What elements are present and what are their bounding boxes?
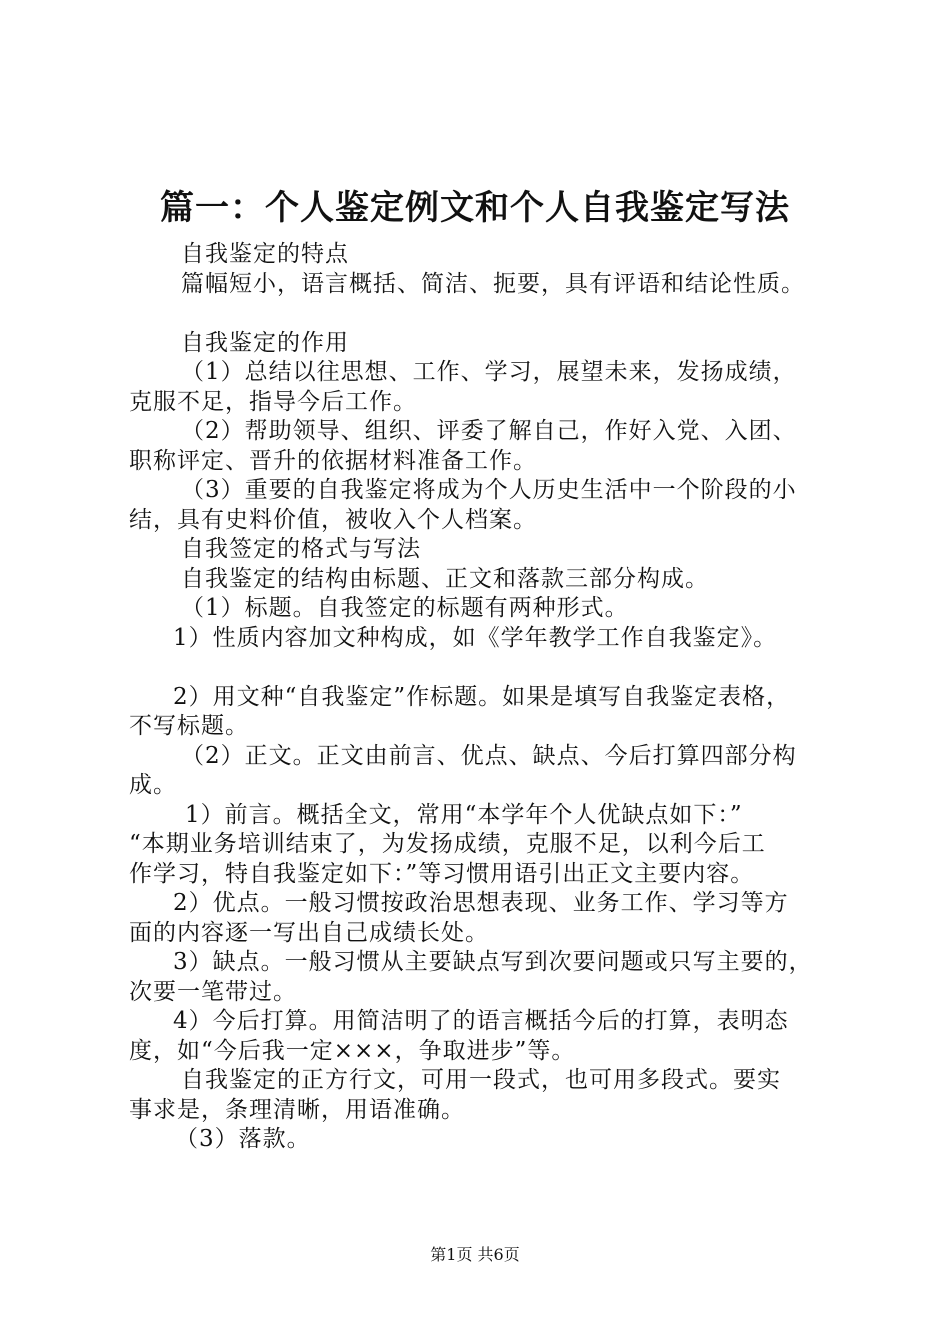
section-heading-purpose: 自我鉴定的作用: [181, 329, 349, 356]
paragraph-line: 克服不足，指导今后工作。: [129, 388, 417, 415]
paragraph-line: 1）前言。概括全文，常用“本学年个人优缺点如下：”: [185, 801, 743, 828]
document-body: [129, 240, 859, 1155]
paragraph-line: （3）重要的自我鉴定将成为个人历史生活中一个阶段的小: [181, 477, 797, 503]
page-number-footer: 第1页 共6页: [430, 1245, 520, 1264]
paragraph-line: （2）帮助领导、组织、评委了解自己，作好入党、入团、: [181, 418, 797, 444]
paragraph-line: 成。: [129, 772, 177, 798]
paragraph-line: （3）落款。: [175, 1126, 311, 1152]
paragraph-line: （1）总结以往思想、工作、学习，展望未来，发扬成绩，: [181, 359, 797, 385]
paragraph-line: 3）缺点。一般习惯从主要缺点写到次要问题或只写主要的，: [173, 949, 813, 975]
paragraph-line: 事求是，条理清晰，用语准确。: [129, 1096, 465, 1123]
paragraph-line: 不写标题。: [129, 713, 249, 739]
paragraph-line: 1）性质内容加文种构成，如《学年教学工作自我鉴定》。: [173, 624, 778, 651]
paragraph-line: 2）优点。一般习惯按政治思想表现、业务工作、学习等方: [173, 890, 789, 916]
blank-line: [129, 653, 859, 683]
paragraph-line: 作学习，特自我鉴定如下：”等习惯用语引出正文主要内容。: [129, 860, 755, 887]
paragraph-line: 结，具有史料价值，被收入个人档案。: [129, 506, 537, 533]
section-heading-format: 自我签定的格式与写法: [181, 536, 421, 562]
paragraph-line: （1）标题。自我签定的标题有两种形式。: [181, 595, 629, 621]
paragraph-line: 2）用文种“自我鉴定”作标题。如果是填写自我鉴定表格，: [173, 683, 791, 710]
paragraph-line: 次要一笔带过。: [129, 978, 297, 1005]
document-title: 篇一：个人鉴定例文和个人自我鉴定写法: [160, 188, 790, 228]
paragraph-line: 4）今后打算。用简洁明了的语言概括今后的打算，表明态: [173, 1008, 789, 1034]
paragraph-line: “本期业务培训结束了，为发扬成绩，克服不足，以利今后工: [129, 831, 766, 857]
section-heading-features: 自我鉴定的特点: [181, 241, 349, 267]
paragraph-line: 自我鉴定的结构由标题、正文和落款三部分构成。: [181, 565, 709, 592]
paragraph-line: 篇幅短小，语言概括、简洁、扼要，具有评语和结论性质。: [181, 270, 805, 297]
paragraph-line: 度，如“今后我一定×××，争取进步”等。: [129, 1037, 576, 1064]
paragraph-line: 职称评定、晋升的依据材料准备工作。: [129, 447, 537, 474]
paragraph-line: 自我鉴定的正方行文，可用一段式，也可用多段式。要实: [181, 1067, 781, 1093]
paragraph-line: 面的内容逐一写出自己成绩长处。: [129, 919, 489, 946]
blank-line: [129, 299, 859, 329]
paragraph-line: （2）正文。正文由前言、优点、缺点、今后打算四部分构: [181, 742, 797, 769]
